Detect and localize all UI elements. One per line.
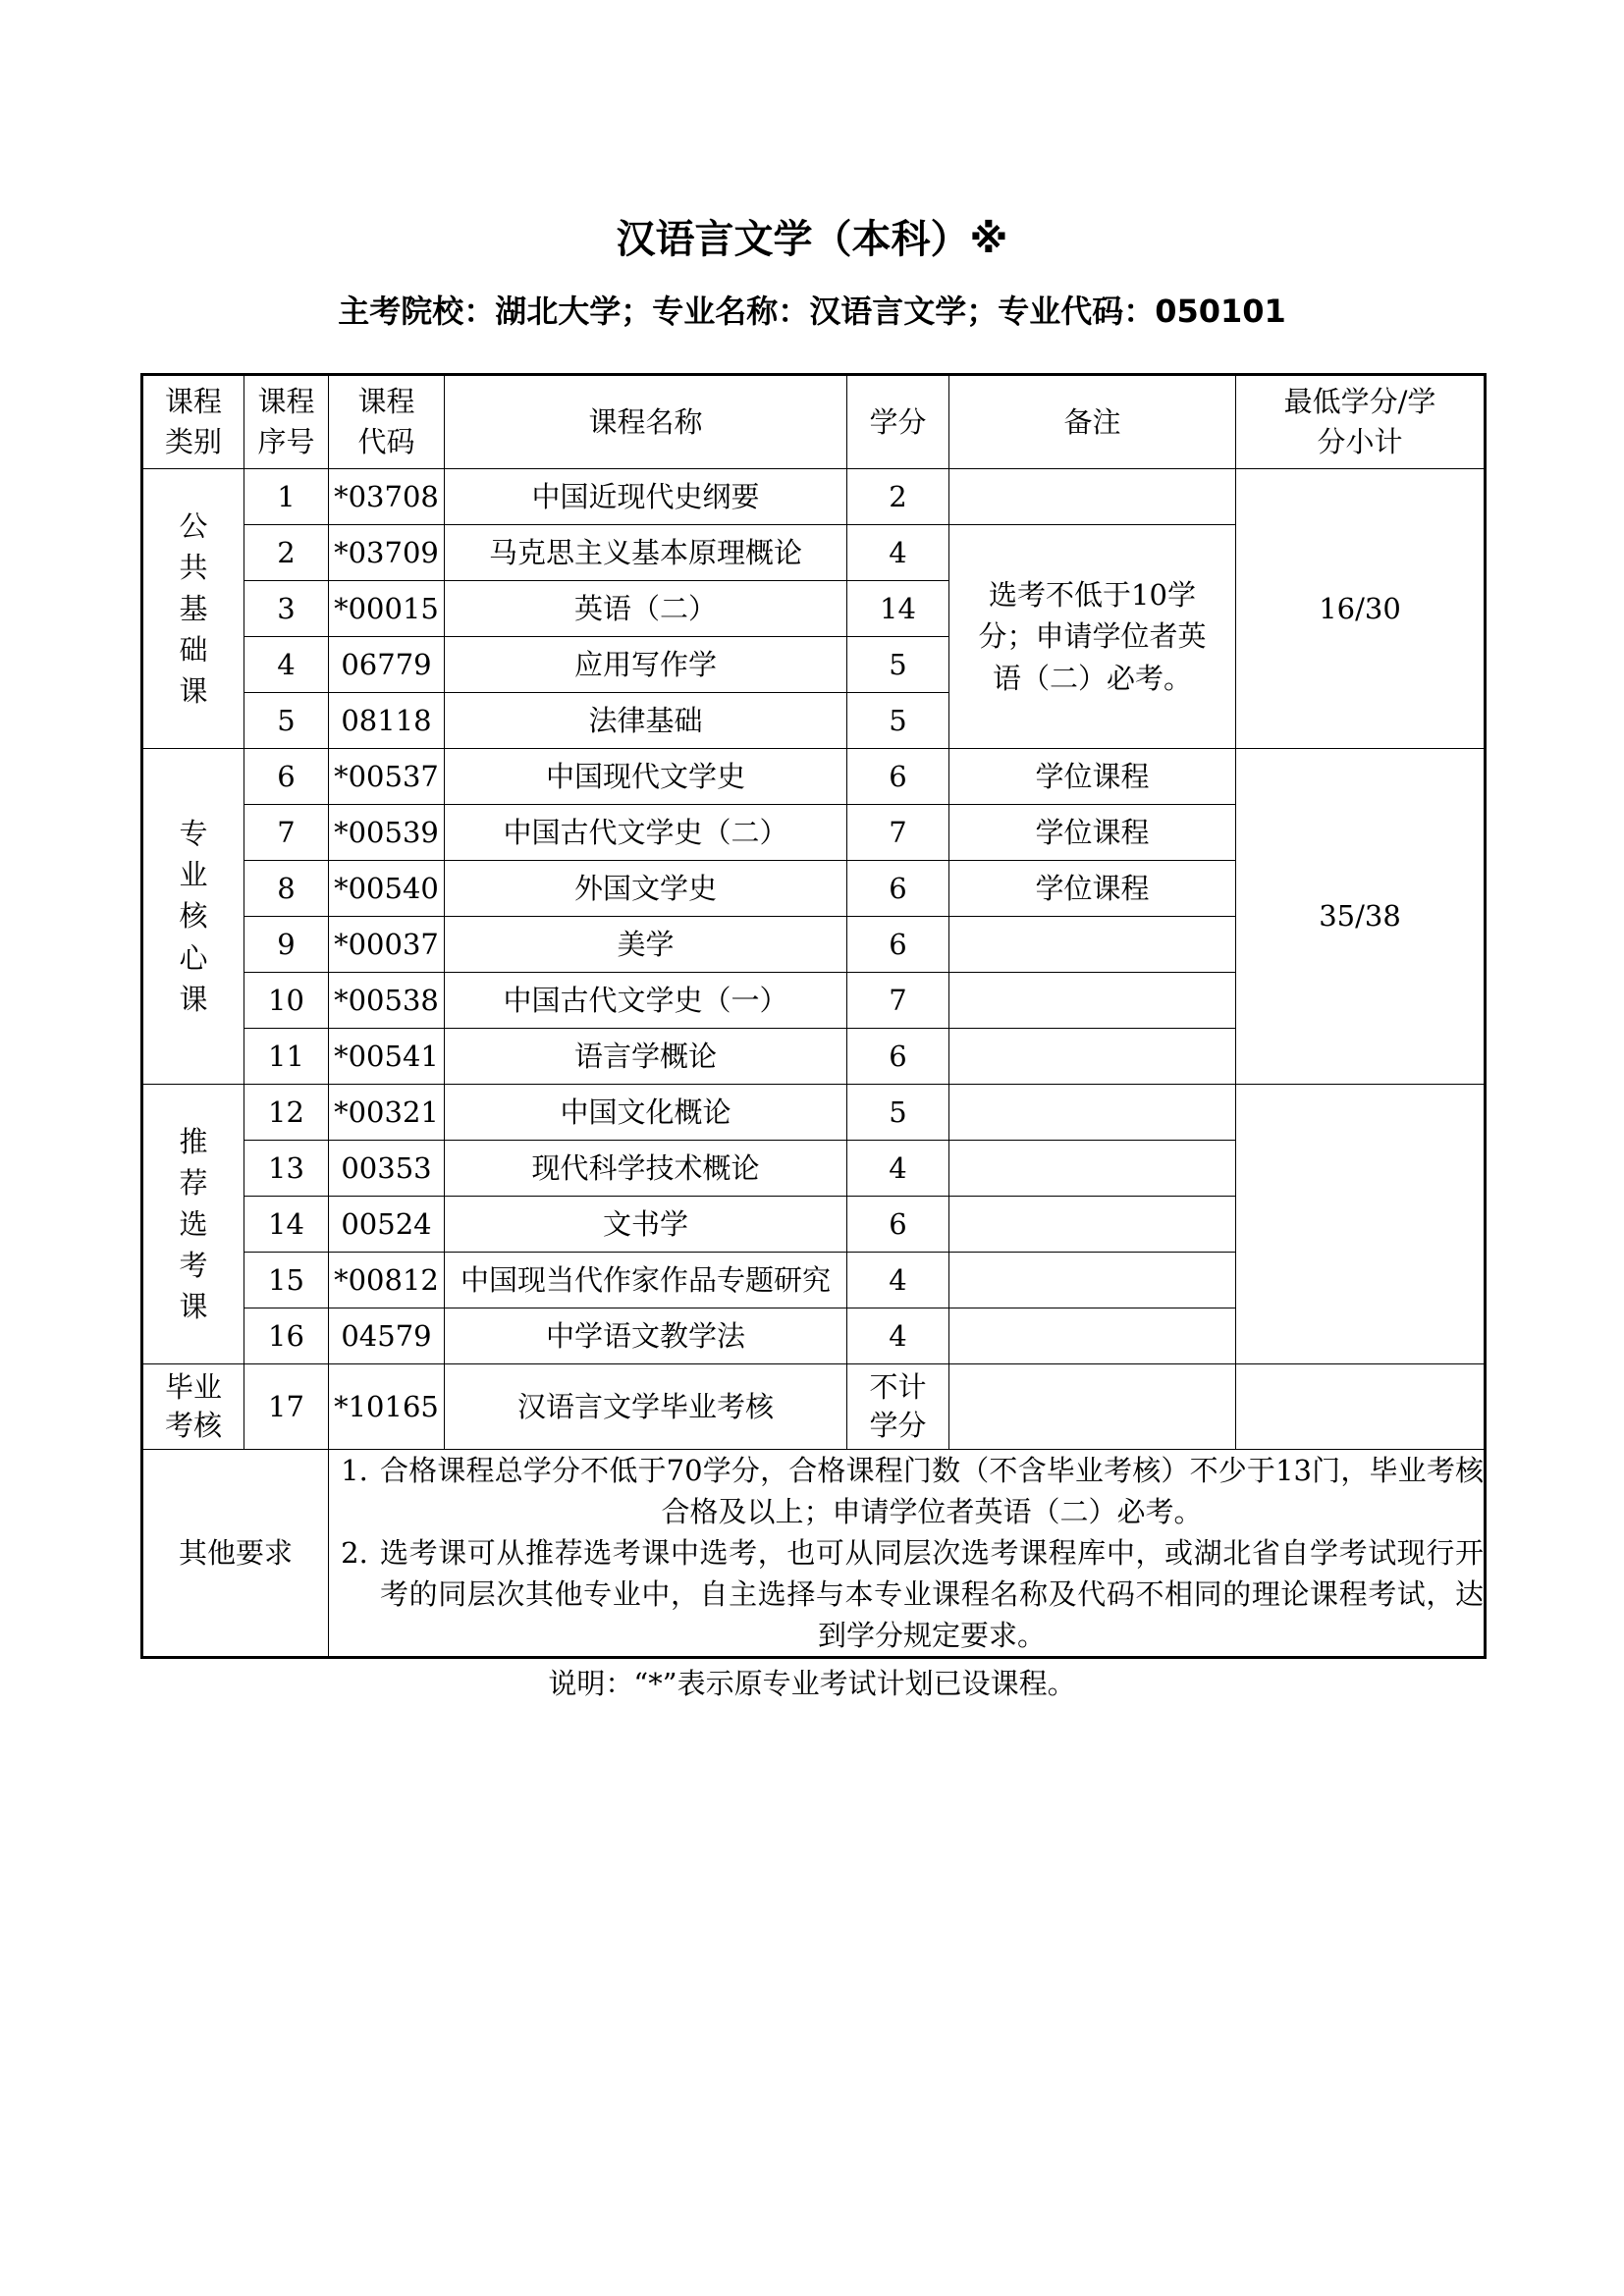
cell-name: 外国文学史 — [445, 861, 847, 917]
other-requirements-label: 其他要求 — [142, 1450, 329, 1658]
cell-name: 马克思主义基本原理概论 — [445, 525, 847, 581]
header-name: 课程名称 — [445, 375, 847, 469]
cell-remark — [949, 1197, 1236, 1253]
cell-seq: 17 — [244, 1364, 329, 1450]
table-row-other — [142, 1450, 1486, 1658]
cell-seq: 8 — [244, 861, 329, 917]
requirement-item — [329, 1532, 1484, 1656]
cell-name: 语言学概论 — [445, 1029, 847, 1085]
cell-credit: 4 — [847, 1253, 949, 1308]
cell-name: 美学 — [445, 917, 847, 973]
cell-name: 汉语言文学毕业考核 — [445, 1364, 847, 1450]
cell-remark — [949, 1308, 1236, 1364]
cell-credit: 2 — [847, 469, 949, 525]
subtotal-core: 35/38 — [1236, 749, 1486, 1085]
requirement-item — [329, 1450, 1484, 1532]
cell-code: *03708 — [329, 469, 445, 525]
cell-remark: 学位课程 — [949, 749, 1236, 805]
cell-seq: 1 — [244, 469, 329, 525]
cell-seq: 7 — [244, 805, 329, 861]
cell-seq: 4 — [244, 637, 329, 693]
remark-public: 选考不低于10学分；申请学位者英语（二）必考。 — [949, 525, 1236, 749]
cell-credit: 6 — [847, 917, 949, 973]
cell-code: *00540 — [329, 861, 445, 917]
cell-remark — [949, 973, 1236, 1029]
cell-seq: 11 — [244, 1029, 329, 1085]
cell-code: *00539 — [329, 805, 445, 861]
cell-name: 中国古代文学史（二） — [445, 805, 847, 861]
table-row — [142, 1364, 1486, 1450]
cell-remark — [949, 1364, 1236, 1450]
cell-seq: 6 — [244, 749, 329, 805]
cell-seq: 3 — [244, 581, 329, 637]
cell-name: 中国古代文学史（一） — [445, 973, 847, 1029]
cell-code: *00037 — [329, 917, 445, 973]
cell-credit: 6 — [847, 749, 949, 805]
category-elective: 推荐选考课 — [142, 1085, 244, 1364]
cell-code: 06779 — [329, 637, 445, 693]
header-seq: 课程序号 — [244, 375, 329, 469]
page-subtitle: 主考院校：湖北大学；专业名称：汉语言文学；专业代码：050101 — [338, 293, 1286, 330]
cell-credit: 6 — [847, 1197, 949, 1253]
category-graduation: 毕业考核 — [142, 1364, 244, 1450]
cell-remark — [949, 1029, 1236, 1085]
cell-credit: 5 — [847, 1085, 949, 1141]
cell-name: 法律基础 — [445, 693, 847, 749]
cell-seq: 13 — [244, 1141, 329, 1197]
cell-name: 现代科学技术概论 — [445, 1141, 847, 1197]
cell-seq: 10 — [244, 973, 329, 1029]
cell-code: *00541 — [329, 1029, 445, 1085]
cell-code: 08118 — [329, 693, 445, 749]
cell-credit: 14 — [847, 581, 949, 637]
cell-seq: 2 — [244, 525, 329, 581]
cell-remark: 学位课程 — [949, 861, 1236, 917]
cell-remark — [949, 917, 1236, 973]
requirement-text: 合格课程总学分不低于70学分，合格课程门数（不含毕业考核）不少于13门，毕业考核合格及以上；申请学位者英语（二）必考。 — [380, 1454, 1484, 1529]
header-credit: 学分 — [847, 375, 949, 469]
header-category: 课程类别 — [142, 375, 244, 469]
table-row — [142, 1085, 1486, 1141]
page-title: 汉语言文学（本科）※ — [616, 217, 1008, 262]
table-header-row — [142, 375, 1486, 469]
cell-name: 中国现代文学史 — [445, 749, 847, 805]
cell-name: 中国近现代史纲要 — [445, 469, 847, 525]
cell-name: 应用写作学 — [445, 637, 847, 693]
subtotal-public: 16/30 — [1236, 469, 1486, 749]
cell-code: *03709 — [329, 525, 445, 581]
cell-credit: 4 — [847, 525, 949, 581]
cell-code: *10165 — [329, 1364, 445, 1450]
cell-remark — [949, 1085, 1236, 1141]
cell-credit: 7 — [847, 805, 949, 861]
cell-code: *00321 — [329, 1085, 445, 1141]
cell-name: 中学语文教学法 — [445, 1308, 847, 1364]
course-plan-table — [140, 373, 1487, 1659]
cell-seq: 16 — [244, 1308, 329, 1364]
category-public: 公共基础课 — [142, 469, 244, 749]
header-remark: 备注 — [949, 375, 1236, 469]
cell-credit: 5 — [847, 637, 949, 693]
cell-credit: 7 — [847, 973, 949, 1029]
cell-code: *00537 — [329, 749, 445, 805]
cell-remark — [949, 1141, 1236, 1197]
subtotal-graduation — [1236, 1364, 1486, 1450]
subtotal-elective — [1236, 1085, 1486, 1364]
cell-credit: 4 — [847, 1308, 949, 1364]
requirement-number: 2. — [341, 1536, 368, 1571]
footnote: 说明：“*”表示原专业考试计划已设课程。 — [548, 1667, 1076, 1700]
cell-remark — [949, 1253, 1236, 1308]
table-row — [142, 749, 1486, 805]
requirement-text: 选考课可从推荐选考课中选考，也可从同层次选考课程库中，或湖北省自学考试现行开考的同层次其他专业中，自主选择与本专业课程名称及代码不相同的理论课程考试，达到学分规定要求。 — [380, 1536, 1484, 1653]
cell-name: 中国现当代作家作品专题研究 — [445, 1253, 847, 1308]
cell-code: 00524 — [329, 1197, 445, 1253]
cell-seq: 5 — [244, 693, 329, 749]
header-min-credit: 最低学分/学分小计 — [1236, 375, 1486, 469]
cell-credit: 6 — [847, 861, 949, 917]
cell-name: 中国文化概论 — [445, 1085, 847, 1141]
cell-credit: 5 — [847, 693, 949, 749]
cell-remark — [949, 469, 1236, 525]
cell-code: *00015 — [329, 581, 445, 637]
cell-seq: 14 — [244, 1197, 329, 1253]
cell-name: 文书学 — [445, 1197, 847, 1253]
cell-credit: 6 — [847, 1029, 949, 1085]
category-core: 专业核心课 — [142, 749, 244, 1085]
cell-seq: 15 — [244, 1253, 329, 1308]
cell-code: *00812 — [329, 1253, 445, 1308]
header-code: 课程代码 — [329, 375, 445, 469]
cell-code: 00353 — [329, 1141, 445, 1197]
other-requirements — [329, 1450, 1486, 1658]
cell-remark: 学位课程 — [949, 805, 1236, 861]
cell-seq: 12 — [244, 1085, 329, 1141]
cell-code: 04579 — [329, 1308, 445, 1364]
table-row — [142, 469, 1486, 525]
requirement-number: 1. — [341, 1454, 368, 1487]
cell-credit: 不计学分 — [847, 1364, 949, 1450]
cell-seq: 9 — [244, 917, 329, 973]
cell-code: *00538 — [329, 973, 445, 1029]
cell-credit: 4 — [847, 1141, 949, 1197]
cell-name: 英语（二） — [445, 581, 847, 637]
